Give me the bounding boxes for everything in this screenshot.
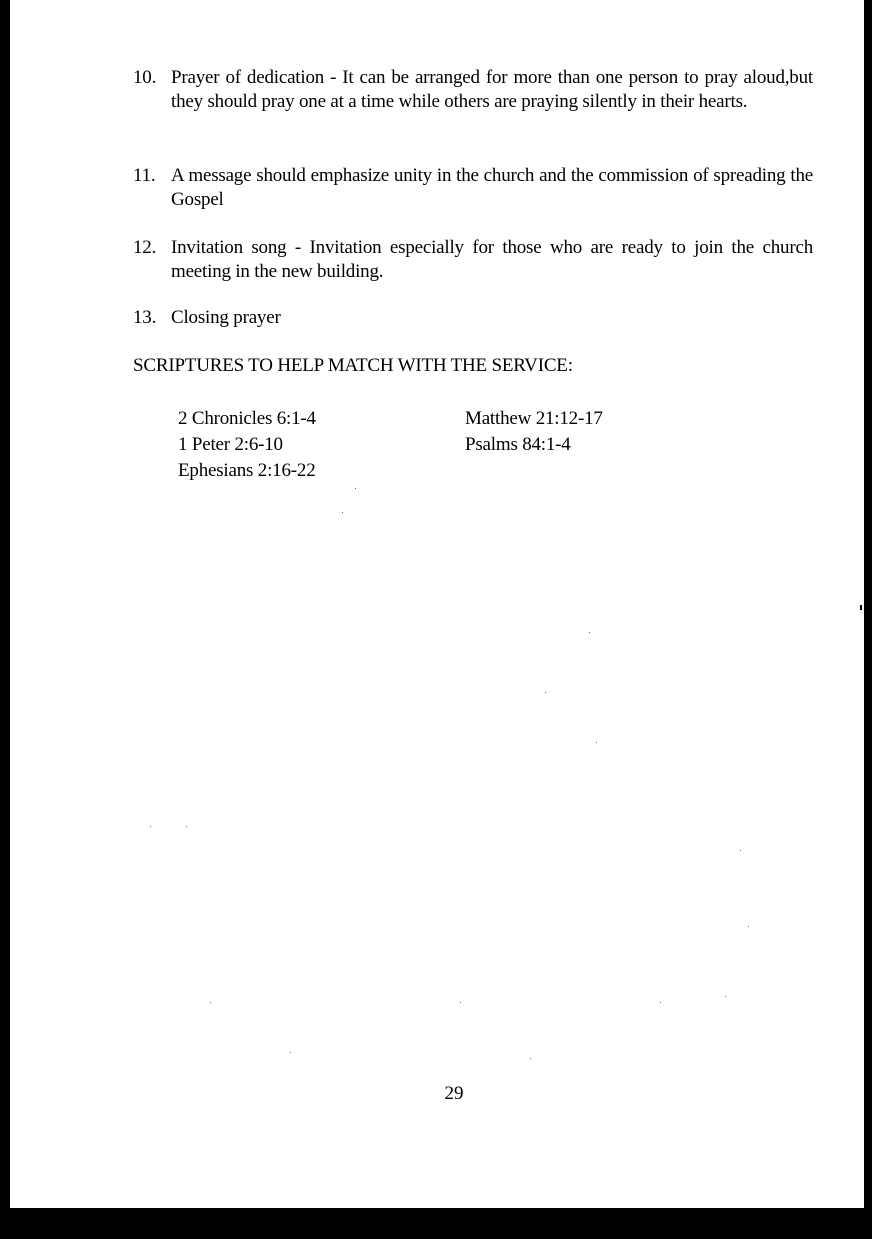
item-text: A message should emphasize unity in the church and the commission of spreading the Gospel: [171, 165, 813, 210]
page-number: 29: [444, 1083, 464, 1104]
scan-speck: [150, 826, 151, 827]
scan-speck: [660, 1002, 661, 1003]
scan-speck: [355, 488, 356, 489]
scriptures-heading: SCRIPTURES TO HELP MATCH WITH THE SERVICE:: [133, 355, 573, 376]
item-text: Invitation song - Invitation especially for those who are ready to join the church meeting in the new building.: [171, 237, 813, 282]
scan-speck: [530, 1058, 531, 1059]
scan-border: [864, 0, 872, 1239]
scriptures-right-column: [465, 406, 603, 458]
scripture-reference: Matthew 21:12-17: [465, 408, 603, 429]
list-item-11: [133, 164, 813, 212]
list-item-12: [133, 236, 813, 284]
scan-speck: [210, 1002, 211, 1003]
item-number: 10.: [133, 67, 157, 88]
scan-speck: [545, 692, 546, 693]
scan-speck: [290, 1052, 291, 1053]
scripture-reference: 1 Peter 2:6-10: [178, 434, 283, 455]
scriptures-left-column: [178, 406, 316, 484]
scripture-reference: Psalms 84:1-4: [465, 434, 571, 455]
item-number: 11.: [133, 165, 156, 186]
scan-speck: [748, 926, 749, 927]
item-text: Closing prayer: [171, 307, 281, 328]
scan-speck: [342, 512, 343, 513]
list-item-10: [133, 66, 813, 114]
scan-speck: [740, 850, 741, 851]
scan-speck: [725, 996, 726, 997]
item-number: 12.: [133, 237, 157, 258]
scan-speck: [460, 1002, 461, 1003]
scan-speck: [589, 632, 590, 633]
list-item-13: [133, 306, 813, 330]
item-number: 13.: [133, 307, 157, 328]
scripture-reference: Ephesians 2:16-22: [178, 460, 316, 481]
item-text: Prayer of dedication - It can be arranged for more than one person to pray aloud,but they should pray one at a time while others are praying silently in their hearts.: [171, 67, 813, 112]
scan-speck: [860, 605, 862, 610]
scripture-reference: 2 Chronicles 6:1-4: [178, 408, 316, 429]
scan-speck: [596, 742, 597, 743]
scan-speck: [186, 826, 187, 827]
